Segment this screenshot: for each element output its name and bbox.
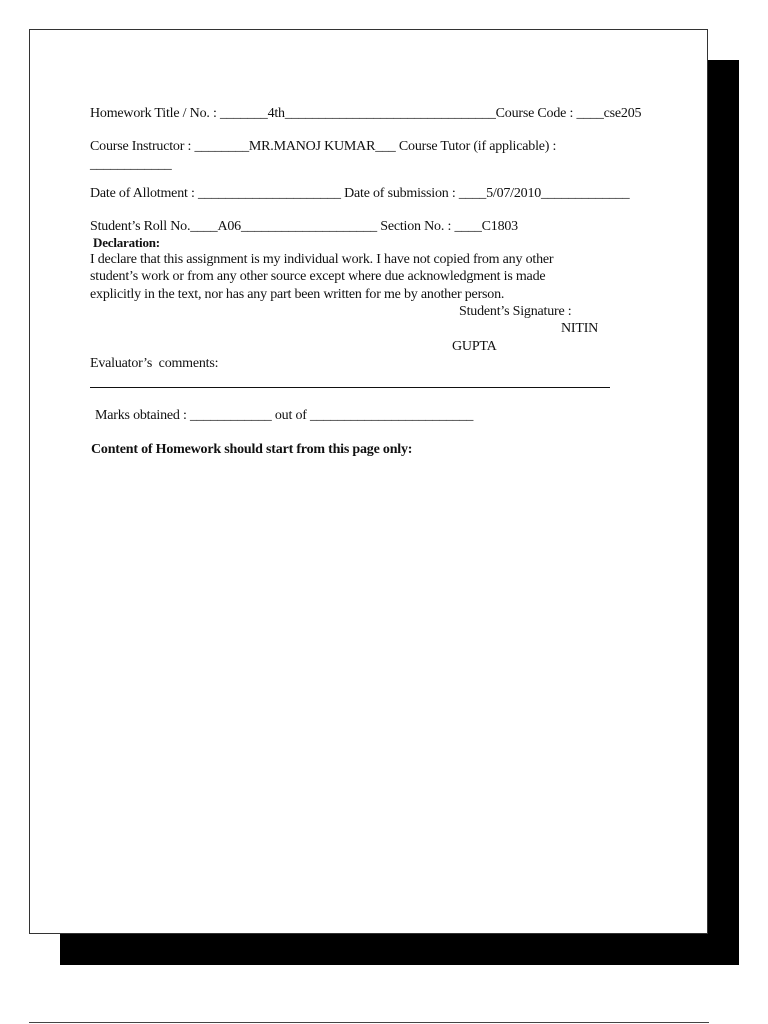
roll-section-line: Student’s Roll No.____A06____________________ Section No. : ____C1803 (90, 219, 518, 234)
homework-title-line: Homework Title / No. : _______4th_______________________________Course Code : ____cse205 (90, 106, 642, 121)
signature-name-first: NITIN (561, 321, 599, 336)
dates-line: Date of Allotment : _____________________ Date of submission : ____5/07/2010_____________ (90, 186, 630, 201)
footer-rule (29, 1022, 709, 1023)
declaration-heading: Declaration: (93, 235, 160, 250)
evaluator-comments-label: Evaluator’s comments: (90, 356, 219, 371)
signature-label: Student’s Signature : (459, 304, 572, 319)
course-tutor-blank: ____________ (90, 157, 172, 172)
content-start-note: Content of Homework should start from this page only: (91, 442, 413, 457)
signature-name-last: GUPTA (452, 339, 497, 354)
declaration-text-line: explicitly in the text, nor has any part been written for me by another person. (90, 287, 505, 302)
course-instructor-line: Course Instructor : ________MR.MANOJ KUMAR___ Course Tutor (if applicable) : (90, 139, 557, 154)
declaration-text-line: I declare that this assignment is my individual work. I have not copied from any other (90, 252, 554, 267)
evaluator-comments-rule (90, 387, 610, 388)
declaration-text-line: student’s work or from any other source except where due acknowledgment is made (90, 269, 546, 284)
marks-line: Marks obtained : ____________ out of ________________________ (95, 408, 474, 423)
